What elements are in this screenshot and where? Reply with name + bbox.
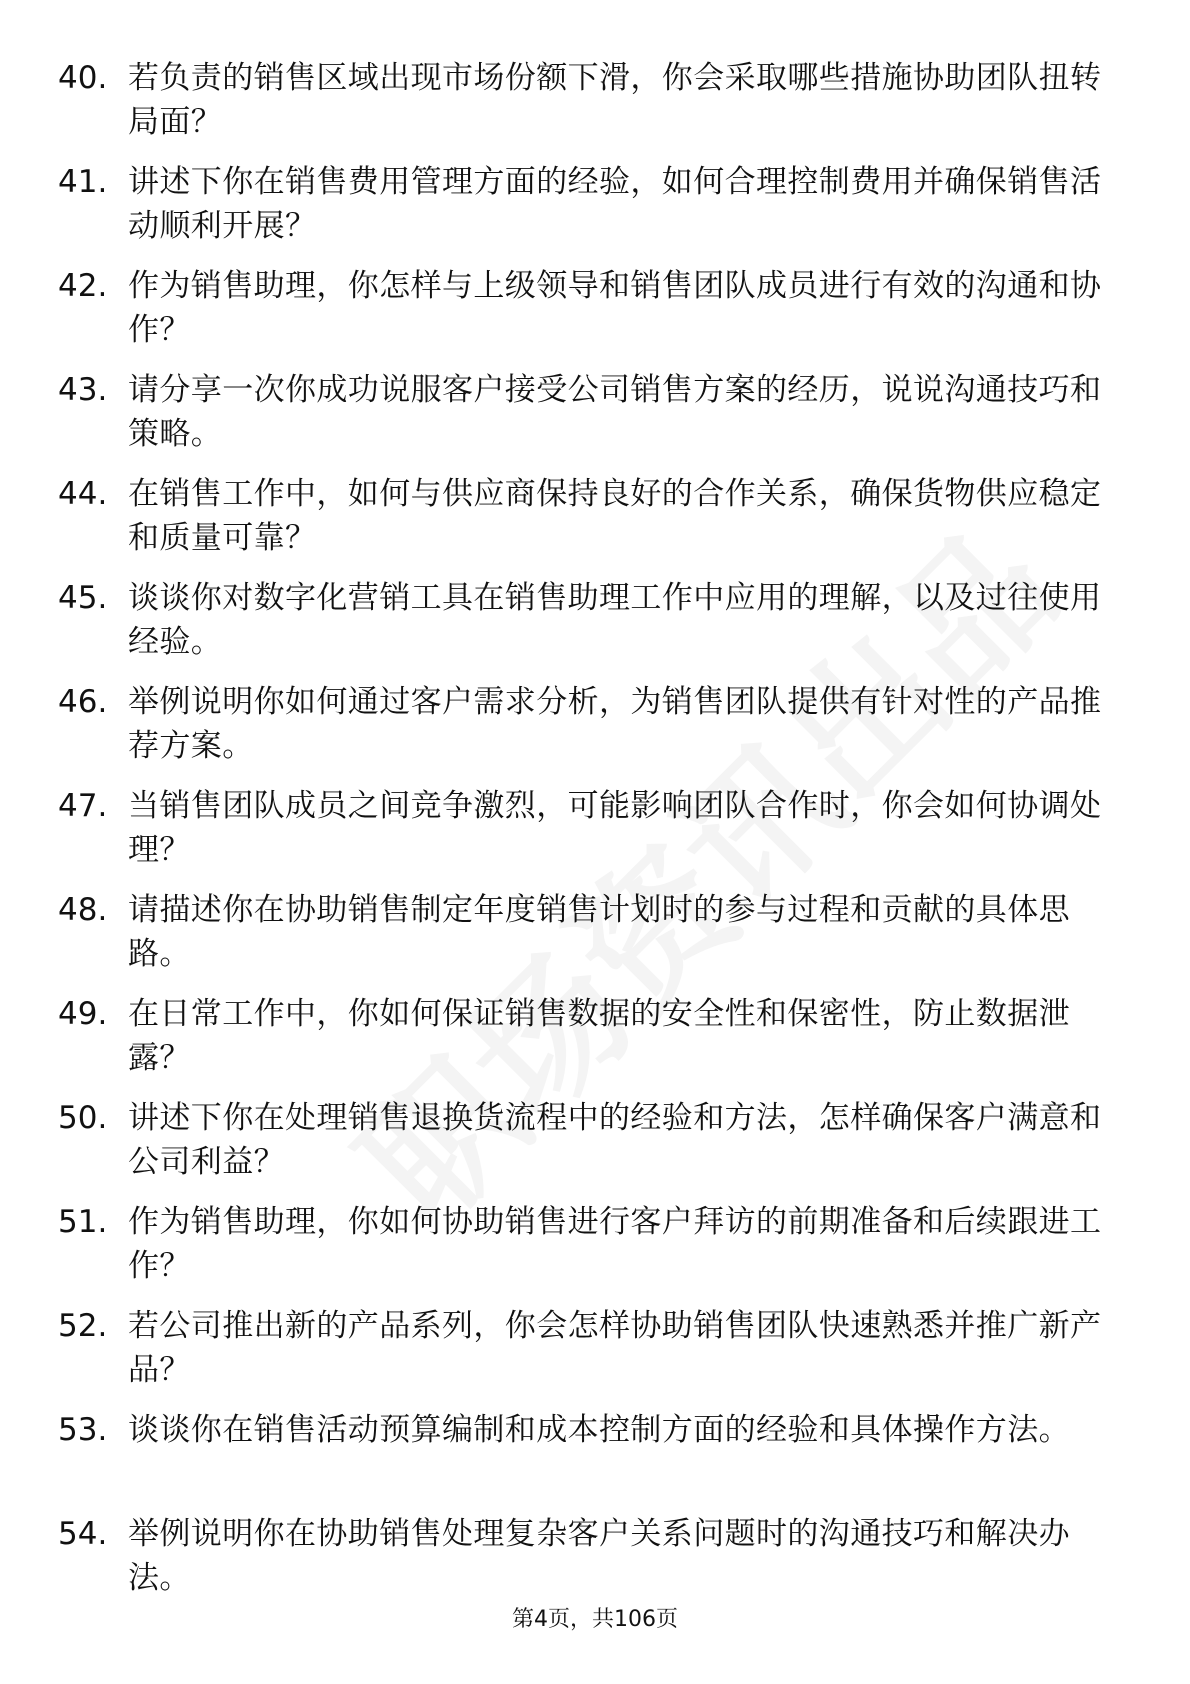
question-item	[58, 1094, 1120, 1198]
question-number: 40.	[58, 60, 108, 96]
page-number-footer: 第4页，共106页	[512, 1607, 678, 1632]
question-item	[58, 1302, 1120, 1406]
question-list	[58, 54, 1120, 1614]
question-number: 45.	[58, 580, 108, 616]
question-text: 作为销售助理，你怎样与上级领导和销售团队成员进行有效的沟通和协作？	[128, 268, 1102, 348]
question-item	[58, 1198, 1120, 1302]
question-text: 在销售工作中，如何与供应商保持良好的合作关系，确保货物供应稳定和质量可靠？	[128, 476, 1102, 556]
question-number: 46.	[58, 684, 108, 720]
question-item	[58, 678, 1120, 782]
question-text: 若负责的销售区域出现市场份额下滑，你会采取哪些措施协助团队扭转局面？	[128, 60, 1102, 140]
question-number: 44.	[58, 476, 108, 512]
question-item	[58, 1406, 1120, 1510]
question-text: 在日常工作中，你如何保证销售数据的安全性和保密性，防止数据泄露？	[128, 996, 1070, 1076]
question-item	[58, 158, 1120, 262]
question-number: 53.	[58, 1412, 108, 1448]
question-text: 举例说明你在协助销售处理复杂客户关系问题时的沟通技巧和解决办法。	[128, 1516, 1070, 1596]
question-text: 请分享一次你成功说服客户接受公司销售方案的经历，说说沟通技巧和策略。	[128, 372, 1102, 452]
question-number: 49.	[58, 996, 108, 1032]
question-text: 作为销售助理，你如何协助销售进行客户拜访的前期准备和后续跟进工作？	[128, 1204, 1102, 1284]
question-item	[58, 470, 1120, 574]
question-number: 51.	[58, 1204, 108, 1240]
question-item	[58, 886, 1120, 990]
question-text: 讲述下你在销售费用管理方面的经验，如何合理控制费用并确保销售活动顺利开展？	[128, 164, 1102, 244]
question-item	[58, 574, 1120, 678]
question-number: 43.	[58, 372, 108, 408]
question-text: 谈谈你对数字化营销工具在销售助理工作中应用的理解，以及过往使用经验。	[128, 580, 1102, 660]
question-number: 41.	[58, 164, 108, 200]
question-number: 54.	[58, 1516, 108, 1552]
question-item	[58, 366, 1120, 470]
question-number: 47.	[58, 788, 108, 824]
question-number: 42.	[58, 268, 108, 304]
question-text: 若公司推出新的产品系列，你会怎样协助销售团队快速熟悉并推广新产品？	[128, 1308, 1102, 1388]
question-text: 请描述你在协助销售制定年度销售计划时的参与过程和贡献的具体思路。	[128, 892, 1070, 972]
question-item	[58, 990, 1120, 1094]
question-number: 48.	[58, 892, 108, 928]
question-text: 当销售团队成员之间竞争激烈，可能影响团队合作时，你会如何协调处理？	[128, 788, 1102, 868]
question-text: 举例说明你如何通过客户需求分析，为销售团队提供有针对性的产品推荐方案。	[128, 684, 1102, 764]
question-text: 谈谈你在销售活动预算编制和成本控制方面的经验和具体操作方法。	[128, 1412, 1070, 1448]
question-item	[58, 54, 1120, 158]
question-item	[58, 1510, 1120, 1614]
question-number: 52.	[58, 1308, 108, 1344]
question-item	[58, 782, 1120, 886]
question-item	[58, 262, 1120, 366]
question-text: 讲述下你在处理销售退换货流程中的经验和方法，怎样确保客户满意和公司利益？	[128, 1100, 1102, 1180]
question-number: 50.	[58, 1100, 108, 1136]
